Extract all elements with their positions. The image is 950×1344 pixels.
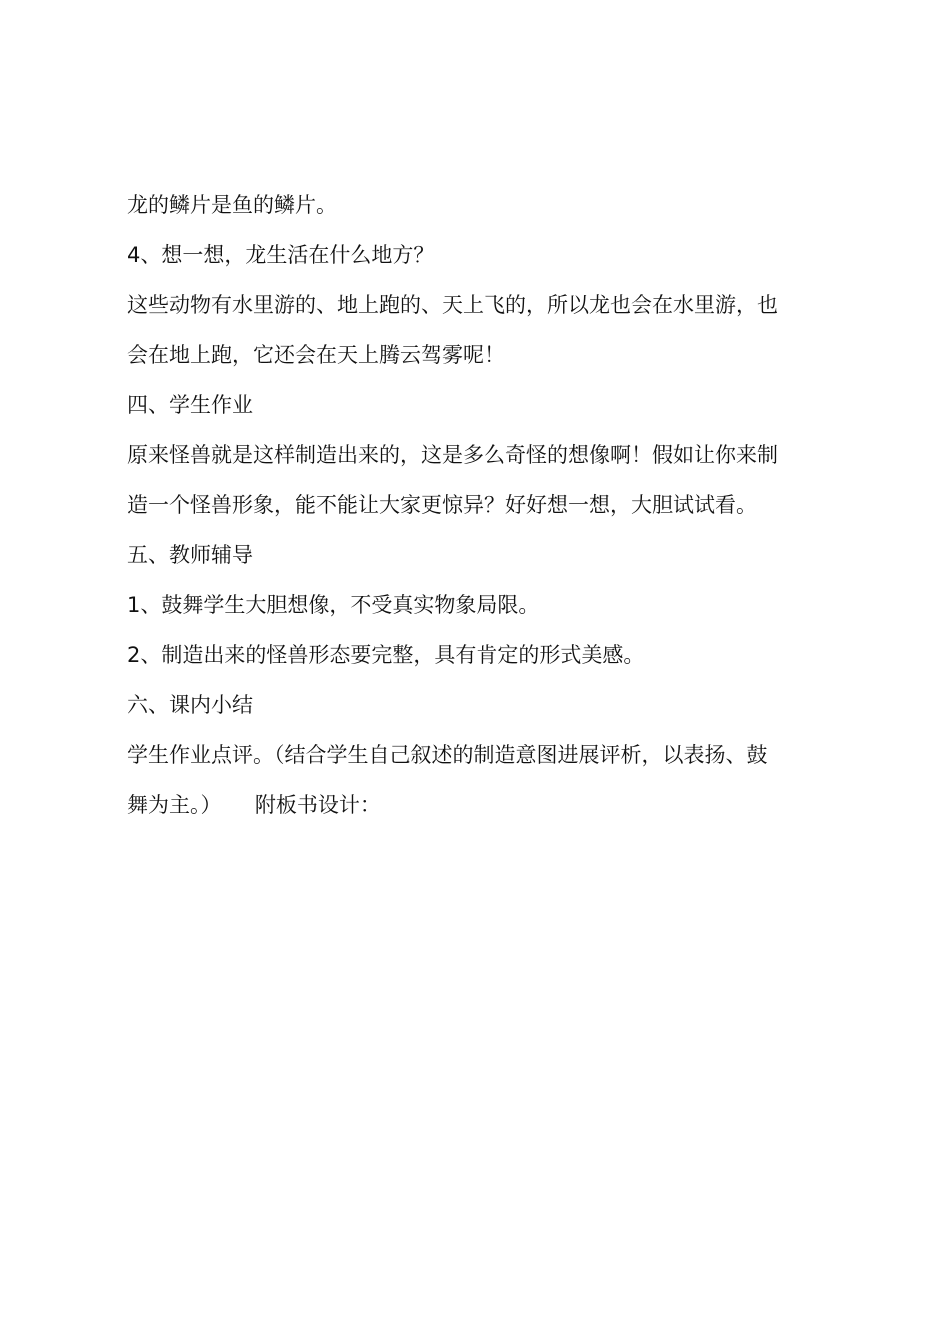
text-line-evaluation: 学生作业点评。（结合学生自己叙述的制造意图进展评析，以表扬、鼓	[127, 743, 768, 767]
text-line-guidance-1: 1、鼓舞学生大胆想像，不受真实物象局限。	[127, 593, 540, 617]
text-line-animals-habitat: 这些动物有水里游的、地上跑的、天上飞的，所以龙也会在水里游，也	[127, 293, 778, 317]
text-line-question-4: 4、想一想，龙生活在什么地方？	[127, 243, 435, 267]
text-line-monster-creation: 原来怪兽就是这样制造出来的，这是多么奇怪的想像啊！假如让你来制	[127, 443, 778, 467]
text-line-guidance-2: 2、制造出来的怪兽形态要完整，具有肯定的形式美感。	[127, 643, 645, 667]
text-line-animals-habitat-cont: 会在地上跑，它还会在天上腾云驾雾呢！	[127, 343, 505, 367]
document-body	[127, 180, 837, 830]
text-line-dragon-scales: 龙的鳞片是鱼的鳞片。	[127, 193, 337, 217]
section-heading-teacher-guidance: 五、教师辅导	[127, 543, 253, 567]
section-heading-summary: 六、课内小结	[127, 693, 253, 717]
text-line-monster-creation-cont: 造一个怪兽形象，能不能让大家更惊异？好好想一想，大胆试试看。	[127, 493, 757, 517]
section-heading-student-work: 四、学生作业	[127, 393, 253, 417]
text-line-evaluation-cont: 舞为主。） 附板书设计：	[127, 793, 381, 817]
